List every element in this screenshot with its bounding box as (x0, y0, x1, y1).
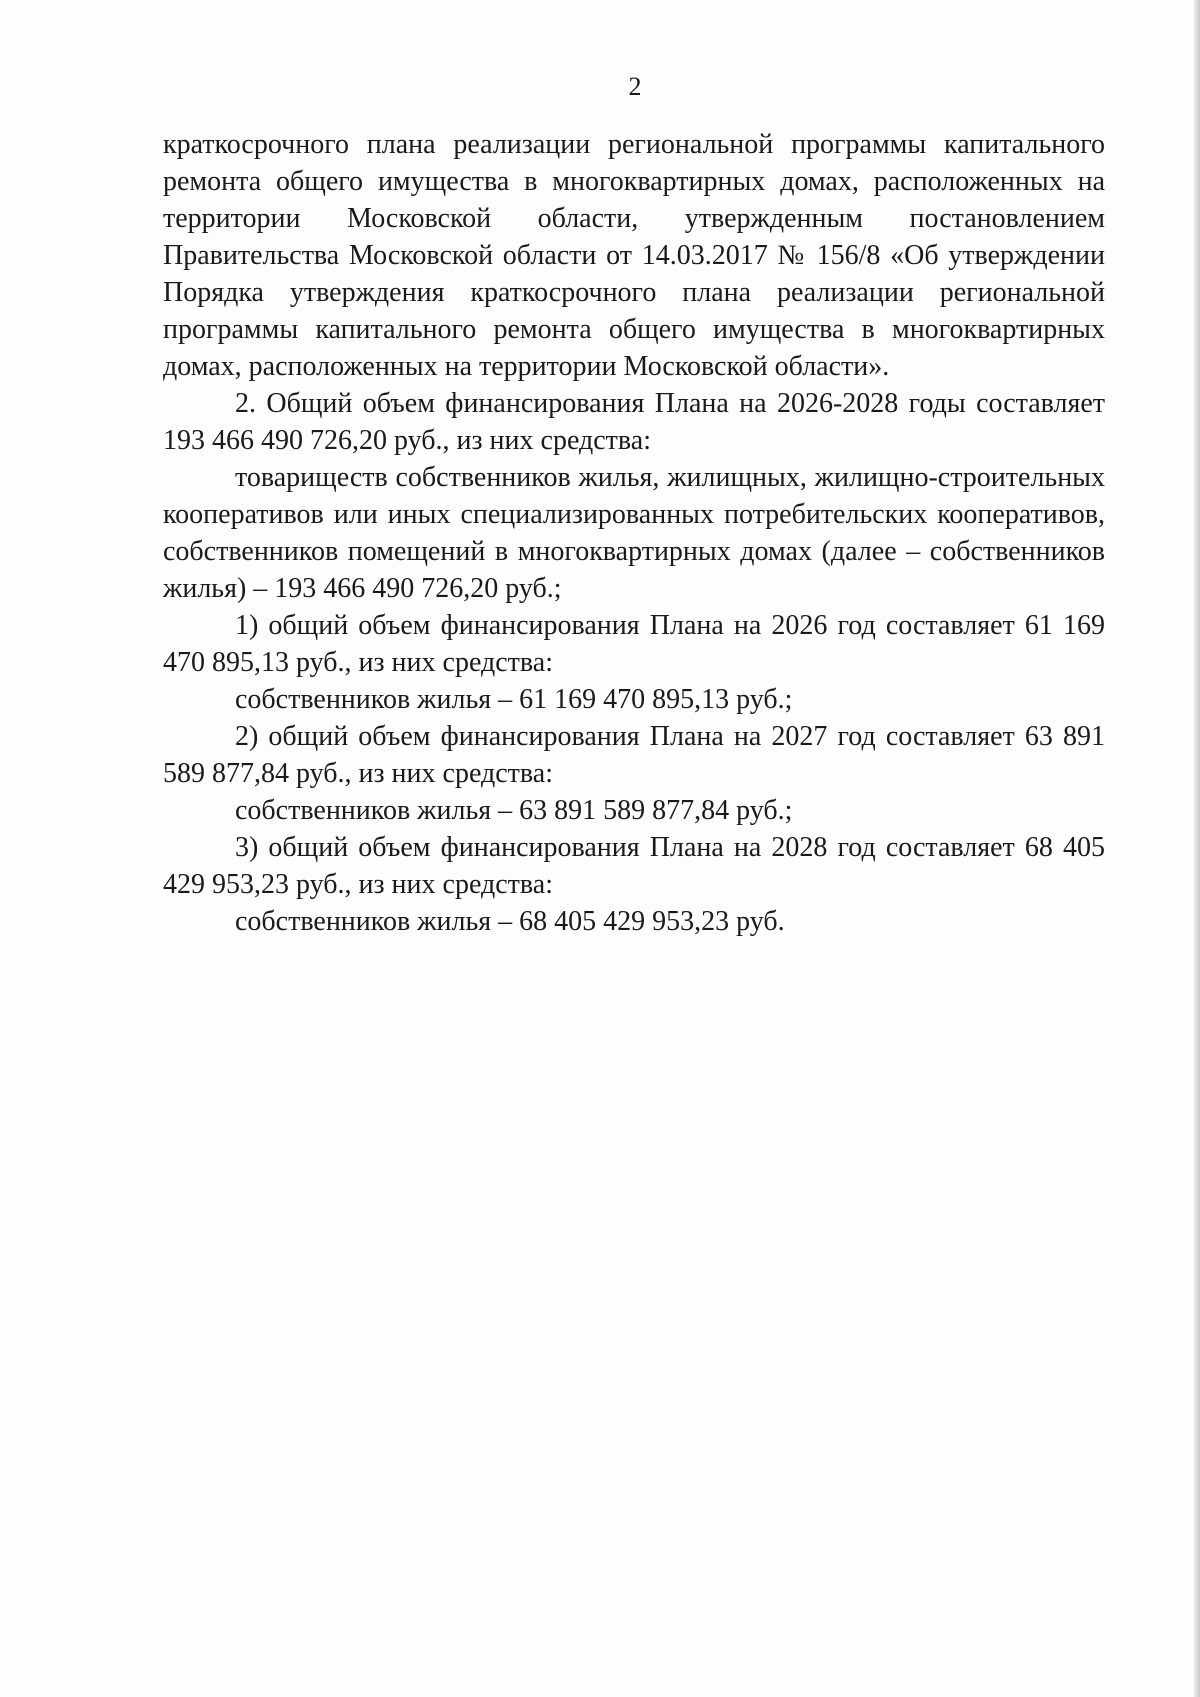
paragraph-2028-funding: 3) общий объем финансирования Плана на 2028 год составляет 68 405 429 953,23 руб., из них средства: (163, 832, 1105, 900)
document-body (163, 126, 1105, 940)
paragraph-2026-owners: собственников жилья – 61 169 470 895,13 руб.; (235, 684, 793, 715)
paragraph-total-owners: товариществ собственников жилья, жилищных, жилищно-строительных кооперативов или иных специализированных потребительских кооперативов, собственников помещений в многоквартирных домах (далее – собственников жилья) – 193 466 490 726,20 руб.; (163, 462, 1105, 604)
paragraph-total-funding: 2. Общий объем финансирования Плана на 2026-2028 годы составляет 193 466 490 726,20 руб., из них средства: (163, 388, 1105, 456)
paragraph-2027-owners: собственников жилья – 63 891 589 877,84 руб.; (235, 795, 793, 826)
paragraph-2028-owners: собственников жилья – 68 405 429 953,23 руб. (235, 906, 785, 937)
paragraph-2026-funding: 1) общий объем финансирования Плана на 2026 год составляет 61 169 470 895,13 руб., из них средства: (163, 610, 1105, 678)
page-number: 2 (628, 72, 642, 101)
paragraph-2027-funding: 2) общий объем финансирования Плана на 2027 год составляет 63 891 589 877,84 руб., из них средства: (163, 721, 1105, 789)
paragraph-intro: краткосрочного плана реализации региональной программы капитального ремонта общего имущества в многоквартирных домах, расположенных на территории Московской области, утвержденным постановлением Правительства Московской области от 14.03.2017 № 156/8 «Об утверждении Порядка утверждения краткосрочного плана реализации региональной программы капитального ремонта общего имущества в многоквартирных домах, расположенных на территории Московской области». (163, 129, 1105, 382)
scan-edge (1194, 0, 1200, 1697)
